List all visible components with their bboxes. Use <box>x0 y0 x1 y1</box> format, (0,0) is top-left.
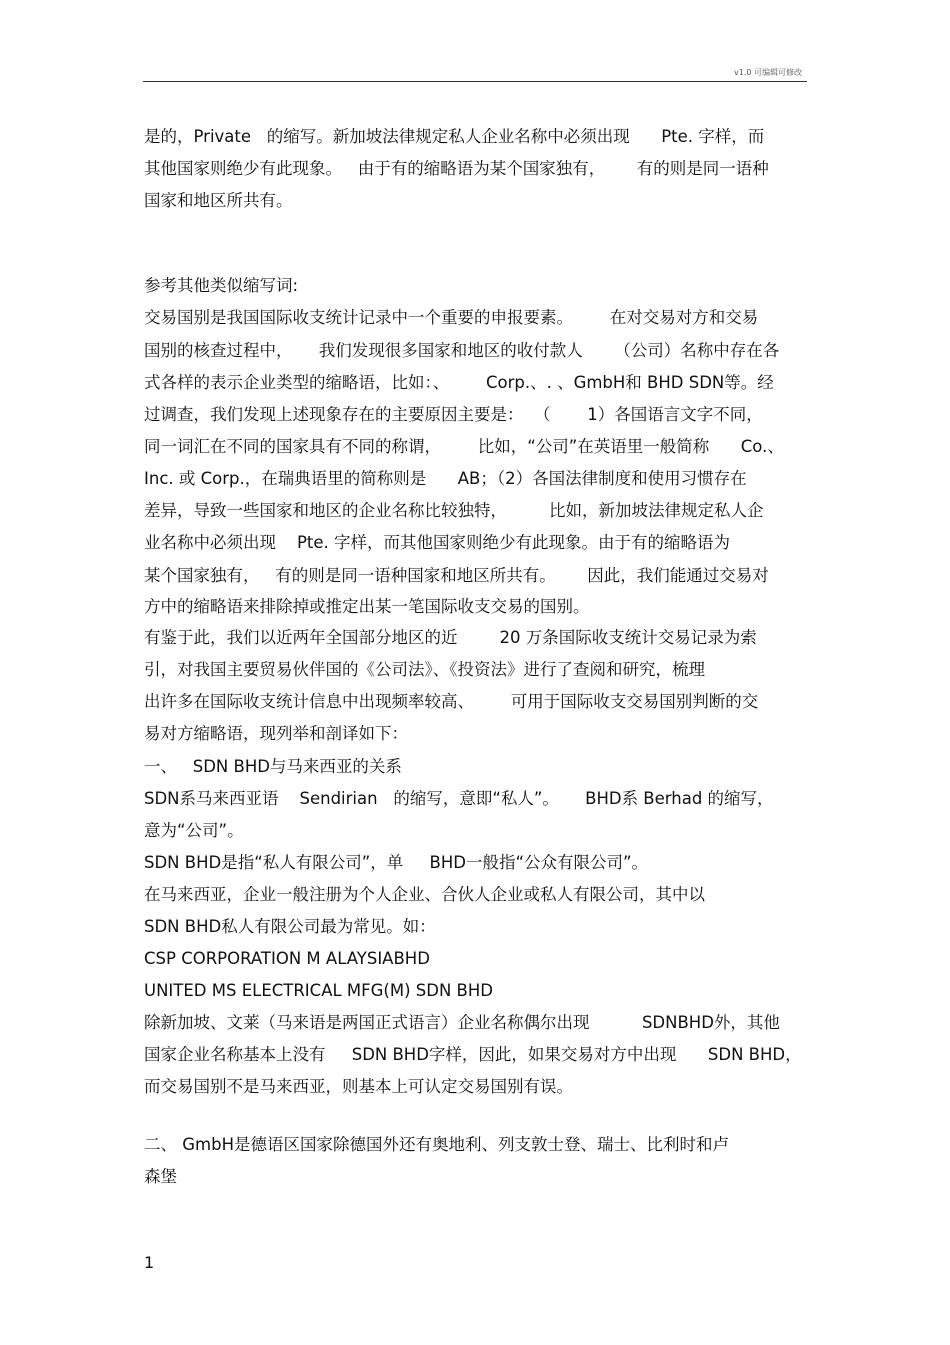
text-line: 引，对我国主要贸易伙伴国的《公司法》、《投资法》进行了查阅和研究，梳理 <box>144 660 705 679</box>
text-line: 同一词汇在不同的国家具有不同的称谓， 比如，“公司”在英语里一般简称 Co.、 <box>144 437 784 456</box>
text-line: 除新加坡、文莱（马来语是两国正式语言）企业名称偶尔出现 SDNBHD外，其他 <box>144 1013 780 1032</box>
example-line: CSP CORPORATION M ALAYSIABHD <box>144 949 430 968</box>
text-line: 有鉴于此，我们以近两年全国部分地区的近 20 万条国际收支统计交易记录为索 <box>144 628 757 647</box>
text-line: 国别的核查过程中， 我们发现很多国家和地区的收付款人 （公司）名称中存在各 <box>144 341 780 360</box>
text-line: 参考其他类似缩写词: <box>144 276 299 295</box>
text-line: 森堡 <box>144 1167 177 1186</box>
text-line: SDN系马来西亚语 Sendirian 的缩写，意即“私人”。 BHD系 Berhad 的缩写， <box>144 789 774 808</box>
example-line: UNITED MS ELECTRICAL MFG(M) SDN BHD <box>144 981 493 1000</box>
text-line: 方中的缩略语来排除掉或推定出某一笔国际收支交易的国别。 <box>144 597 590 616</box>
text-line: 国家企业名称基本上没有 SDN BHD字样，因此，如果交易对方中出现 SDN BHD， <box>144 1045 802 1064</box>
page-number: 1 <box>144 1253 155 1272</box>
text-line: 在马来西亚，企业一般注册为个人企业、合伙人企业或私人有限公司，其中以 <box>144 885 705 904</box>
text-line: 业名称中必须出现 Pte. 字样，而其他国家则绝少有此现象。由于有的缩略语为 <box>144 533 731 552</box>
text-line: 其他国家则绝少有此现象。 由于有的缩略语为某个国家独有， 有的则是同一语种 <box>144 159 769 178</box>
text-line: 意为“公司”。 <box>144 821 244 840</box>
text-line: 交易国别是我国国际收支统计记录中一个重要的申报要素。 在对交易对方和交易 <box>144 308 759 327</box>
text-line: 过调查，我们发现上述现象存在的主要原因主要是： （ 1）各国语言文字不同， <box>144 405 763 424</box>
section-heading: 二、 GmbH是德语区国家除德国外还有奥地利、列支敦士登、瑞士、比利时和卢 <box>144 1135 729 1154</box>
text-line: 某个国家独有， 有的则是同一语种国家和地区所共有。 因此，我们能通过交易对 <box>144 566 769 585</box>
text-line: SDN BHD私人有限公司最为常见。如： <box>144 917 436 936</box>
text-line: 是的，Private 的缩写。新加坡法律规定私人企业名称中必须出现 Pte. 字样，而 <box>144 127 765 146</box>
text-line: 国家和地区所共有。 <box>144 191 293 210</box>
text-line: 易对方缩略语，现列举和剖译如下： <box>144 724 408 743</box>
section-heading: 一、 SDN BHD与马来西亚的关系 <box>144 757 402 776</box>
header-note: v1.0 可编辑可修改 <box>734 68 802 77</box>
header-rule <box>143 81 807 82</box>
text-line: 而交易国别不是马来西亚，则基本上可认定交易国别有误。 <box>144 1077 573 1096</box>
text-line: Inc. 或 Corp.，在瑞典语里的简称则是 AB；（2）各国法律制度和使用习惯存在 <box>144 469 747 488</box>
text-line: 差异，导致一些国家和地区的企业名称比较独特， 比如，新加坡法律规定私人企 <box>144 501 764 520</box>
text-line: SDN BHD是指“私人有限公司”，单 BHD一般指“公众有限公司”。 <box>144 853 649 872</box>
text-line: 式各样的表示企业类型的缩略语，比如：、 Corp.、. 、GmbH和 BHD SDN等。经 <box>144 373 774 392</box>
text-line: 出许多在国际收支统计信息中出现频率较高、 可用于国际收支交易国别判断的交 <box>144 692 759 711</box>
